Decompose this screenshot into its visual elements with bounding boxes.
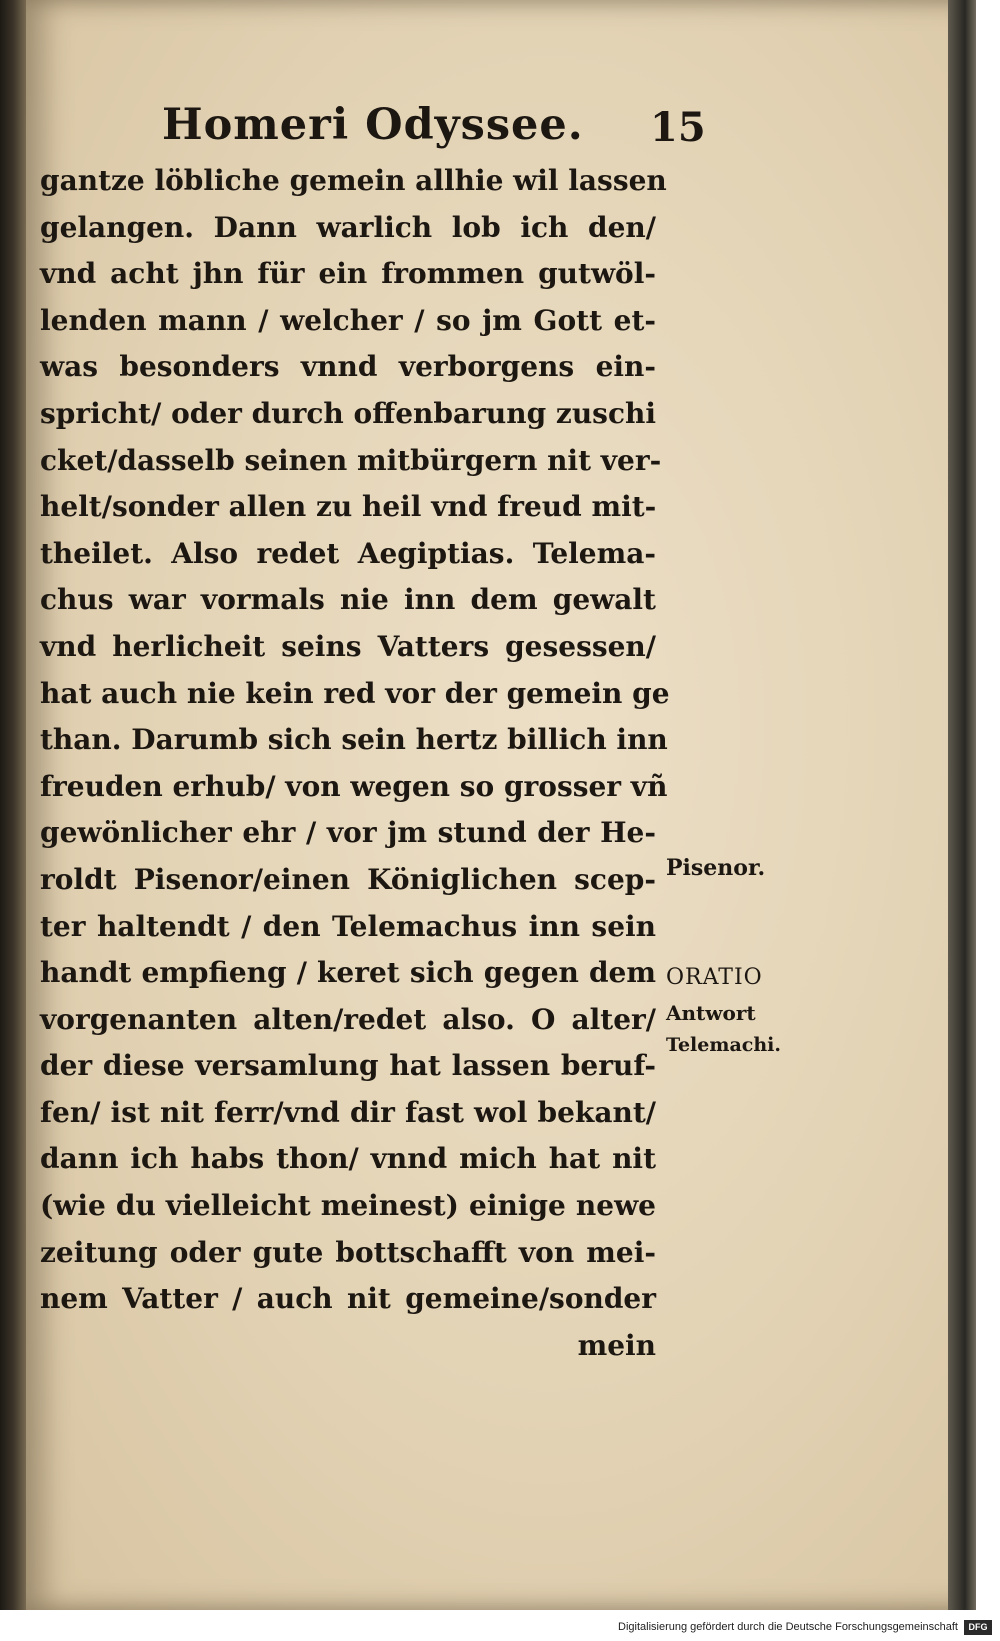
text-line: gewönlicher ehr / vor jm stund der He- bbox=[40, 816, 656, 850]
text-line: cket/dasselb seinen mitbürgern nit ver- bbox=[40, 443, 662, 477]
page-number: 15 bbox=[650, 104, 706, 151]
page-edge bbox=[948, 0, 976, 1610]
text-line: lenden mann / welcher / so jm Gott et- bbox=[40, 303, 656, 337]
text-line: nem Vatter / auch nit gemeine/sonder bbox=[40, 1282, 656, 1316]
digitization-footer bbox=[0, 1616, 1000, 1641]
text-line: ter haltendt / den Telemachus inn sein bbox=[40, 909, 656, 943]
text-line: gelangen. Dann warlich lob ich den/ bbox=[40, 210, 656, 244]
text-line: vorgenanten alten/redet also. O alter/ bbox=[40, 1002, 656, 1036]
text-line: dann ich habs thon/ vnnd mich hat nit bbox=[40, 1142, 656, 1176]
text-line: spricht/ oder durch offenbarung zuschi bbox=[40, 396, 656, 430]
text-line: theilet. Also redet Aegiptias. Telema- bbox=[40, 536, 656, 570]
dfg-logo: DFG bbox=[964, 1620, 992, 1635]
text-line: (wie du vielleicht meinest) einige newe bbox=[40, 1189, 656, 1223]
text-line: vnd herlicheit seins Vatters gesessen/ bbox=[40, 629, 656, 663]
text-line: freuden erhub/ von wegen so grosser vñ bbox=[40, 769, 668, 803]
text-line: chus war vormals nie inn dem gewalt bbox=[40, 583, 656, 617]
text-line: gantze löbliche gemein allhie wil lassen bbox=[40, 164, 667, 197]
text-line: vnd acht jhn für ein frommen gutwöl- bbox=[40, 257, 656, 291]
marginal-note-pisenor: Pisenor. bbox=[666, 855, 766, 881]
text-line: handt empfieng / keret sich gegen dem bbox=[40, 956, 656, 990]
text-line: der diese versamlung hat lassen beruf- bbox=[40, 1049, 656, 1083]
text-line: than. Darumb sich sein hertz billich inn bbox=[40, 723, 668, 757]
catchword: mein bbox=[577, 1328, 656, 1362]
marginal-note-oratio: ORATIO bbox=[666, 965, 763, 990]
running-head: Homeri Odyssee. bbox=[162, 100, 584, 150]
marginal-note-antwort: Antwort bbox=[666, 1001, 756, 1025]
text-line: roldt Pisenor/einen Königlichen scep- bbox=[40, 862, 656, 896]
text-block bbox=[40, 158, 670, 1369]
text-line: was besonders vnnd verborgens ein- bbox=[40, 350, 656, 384]
text-line: helt/sonder allen zu heil vnd freud mit- bbox=[40, 490, 657, 524]
funding-credit: Digitalisierung gefördert durch die Deutsche Forschungsgemeinschaft bbox=[618, 1621, 958, 1633]
text-line: hat auch nie kein red vor der gemein ge bbox=[40, 676, 670, 710]
text-line: zeitung oder gute bottschafft von mei- bbox=[40, 1235, 656, 1269]
text-line: fen/ ist nit ferr/vnd dir fast wol bekant/ bbox=[40, 1095, 656, 1129]
marginal-note-telemachi: Telemachi. bbox=[666, 1034, 781, 1056]
